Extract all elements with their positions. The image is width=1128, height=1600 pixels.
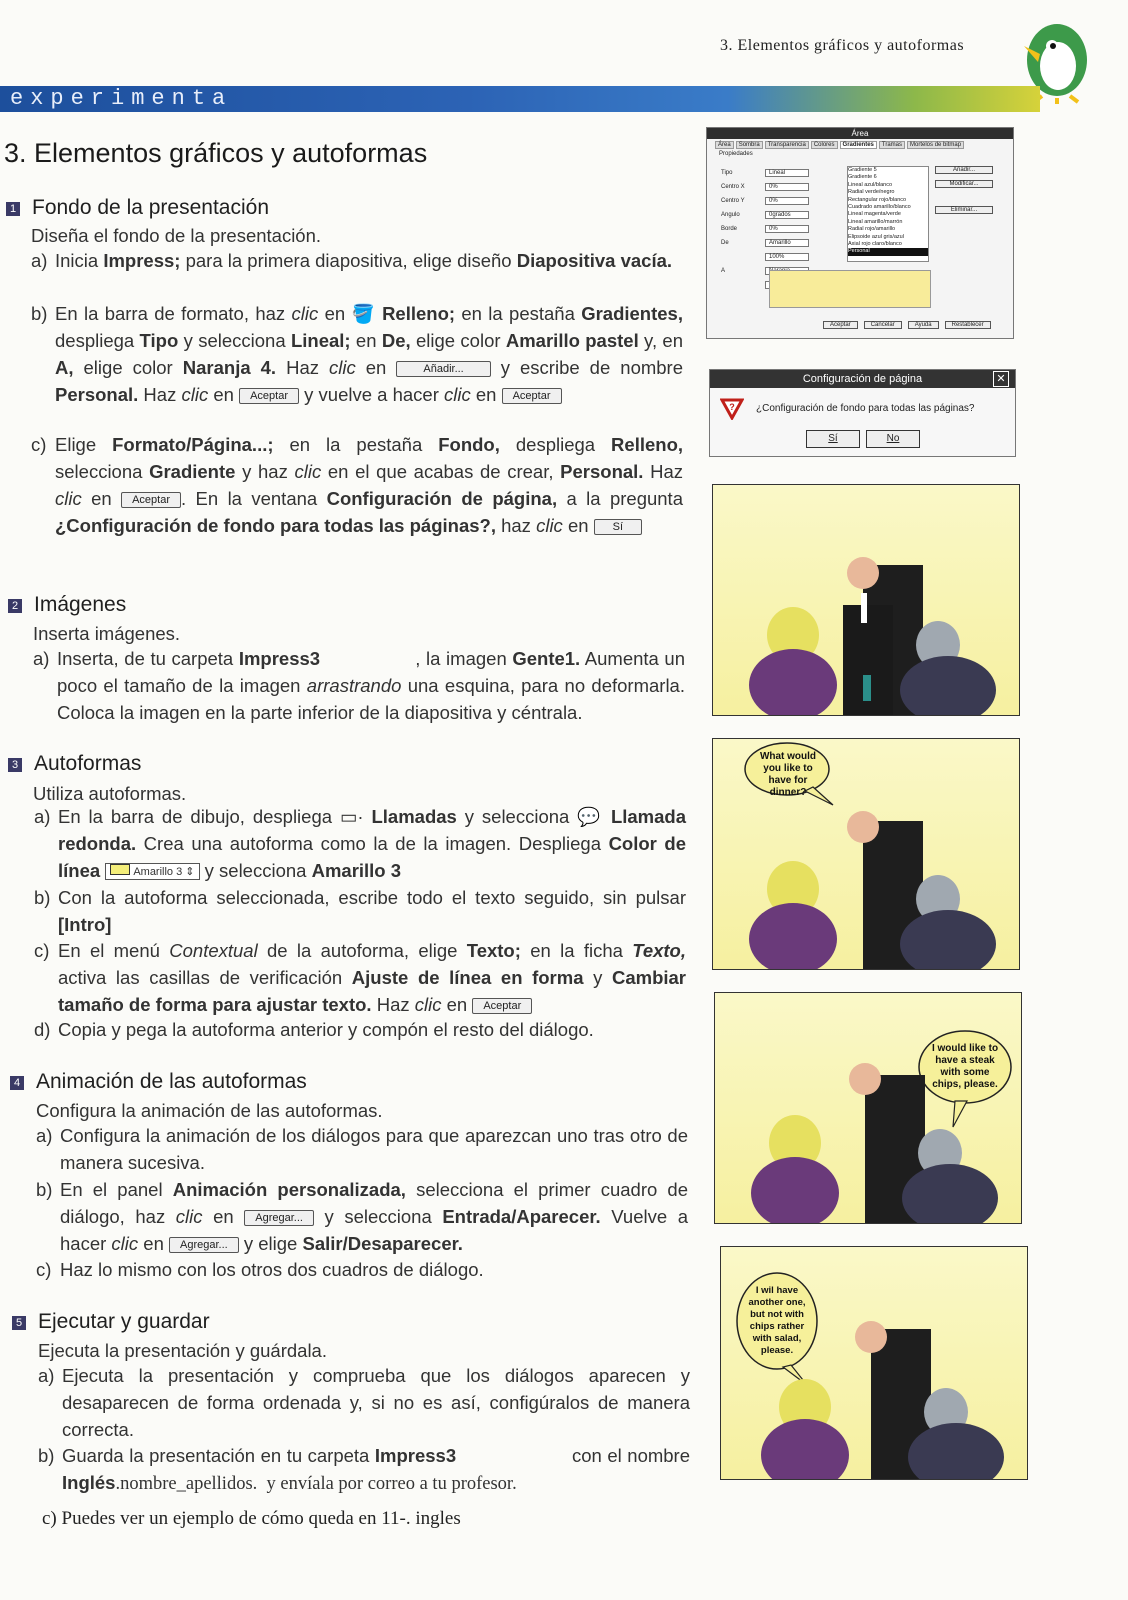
config-dialog [709,369,1016,457]
config-dialog-title: Configuración de página [802,373,923,385]
area-bottom-buttons [823,321,991,329]
page-title: 3. Elementos gráficos y autoformas [4,138,428,168]
area-side-button[interactable]: Eliminar... [935,206,993,214]
area-row-value[interactable]: 0% [765,225,809,233]
area-bottom-button[interactable]: Restablecer [945,321,991,329]
aceptar-button[interactable]: Aceptar [121,492,181,508]
area-row-label: Centro Y [721,198,745,204]
section-3-heading [8,752,141,776]
gradient-list-item[interactable]: Lineal amarillo/marrón [848,218,903,225]
area-row [721,236,831,250]
comic-panel-3 [714,992,1022,1224]
gradient-list-item[interactable]: Gradiente 5 [848,167,877,173]
gradient-list-item[interactable]: Rectangular rojo/blanco [848,196,907,203]
gradient-list-item[interactable]: Lineal magenta/verde [848,211,901,218]
area-row-value[interactable]: Amarillo [765,239,809,247]
gradient-list-item[interactable]: Elipsoide azul gris/azul [848,233,904,240]
config-dialog-question: ¿Configuración de fondo para todas las páginas? [756,403,975,414]
speech-bubble-2: I would like to have a steak with some chips, please. [931,1043,999,1090]
section-title: Animación de las autoformas [36,1070,307,1093]
area-tab[interactable]: Área [715,141,734,149]
warning-icon [720,398,744,420]
section-1-heading [6,196,269,220]
footer-note: c) Puedes ver un ejemplo de cómo queda en 11-. ingles [42,1508,461,1529]
area-tabs [707,139,1013,151]
config-dialog-titlebar [710,370,1015,388]
comic-panel-1 [712,484,1020,716]
area-row-value[interactable]: 100% [765,253,809,261]
gradient-list-item[interactable]: Radial rojo/amarillo [848,226,896,233]
section-number: 5 [12,1316,26,1330]
area-row [721,222,831,236]
step-4a: a) Configura la animación de los diálogos para que aparezcan uno tras otro de manera sucesiva. [36,1125,688,1173]
step-3a: a) En la barra de dibujo, despliega ▭· Llamadas y selecciona 💬 Llamada redonda. Crea una autoforma como la de la imagen. Despliega Color de línea Amarillo 3 ⇕ y selecciona Amarillo 3 [34,806,686,881]
fill-bucket-icon: 🪣 [351,303,376,324]
waiter-scene-image [721,1247,1027,1479]
step-3c: c) En el menú Contextual de la autoforma, elige Texto; en la ficha Texto, activa las casillas de verificación Ajuste de línea en forma y Cambiar tamaño de forma para ajustar texto. Haz clic en Aceptar [34,940,687,1015]
area-row-value[interactable]: Lineal [765,169,809,177]
area-side-button[interactable]: Añadir... [935,166,993,174]
area-row [721,194,831,208]
comic-panel-4 [720,1246,1028,1480]
area-row [721,250,831,264]
si-button[interactable]: Sí [594,519,642,535]
section-title: Fondo de la presentación [32,196,269,219]
gradient-list-item[interactable]: Axial rojo claro/blanco [848,241,902,248]
agregar-button[interactable]: Agregar... [244,1210,314,1226]
gradient-list-item[interactable]: Radial verde/negro [848,189,895,196]
area-tab[interactable]: Transparencia [765,141,809,149]
section-3-intro: Utiliza autoformas. [33,783,187,804]
side-buttons [935,166,993,220]
aceptar-button[interactable]: Aceptar [239,388,299,404]
anadir-button[interactable]: Añadir... [396,361,490,377]
gradient-list-item[interactable]: Personal [848,248,928,255]
properties-label: Propiedades [719,151,753,157]
section-number: 4 [10,1076,24,1090]
svg-text:?: ? [729,402,735,412]
step-4c: c) Haz lo mismo con los otros dos cuadros de diálogo. [36,1259,484,1280]
round-callout-icon: 💬 [577,806,604,827]
area-dialog [706,127,1014,339]
step-1a: a) Inicia Impress; para la primera diapositiva, elige diseño Diapositiva vacía. [31,250,673,271]
close-icon[interactable]: ✕ [993,371,1009,387]
yes-button[interactable]: Sí [806,430,860,448]
section-number: 1 [6,202,20,216]
area-row-value[interactable]: 0% [765,183,809,191]
aceptar-button[interactable]: Aceptar [472,998,532,1014]
section-1-intro: Diseña el fondo de la presentación. [31,225,322,246]
area-tab[interactable]: Colores [811,141,838,149]
comic-panel-2 [712,738,1020,970]
step-2a: a) Inserta, de tu carpeta Impress3 , la imagen Gente1. Aumenta un poco el tamaño de la imagen arrastrando una esquina, para no deformarla. Coloca la imagen en la parte inferior de la diapositiva y céntrala. [33,648,686,723]
waiter-scene-image [715,993,1021,1223]
area-tab[interactable]: Mortelos de bitmap [907,141,964,149]
area-row-label: Angulo [721,212,740,218]
aceptar-button[interactable]: Aceptar [502,388,562,404]
agregar-button[interactable]: Agregar... [169,1237,239,1253]
section-2-heading [8,593,126,617]
area-dialog-title: Área [707,128,1013,139]
section-number: 2 [8,599,22,613]
area-tab[interactable]: Tramas [879,141,905,149]
step-5a: a) Ejecuta la presentación y comprueba que los diálogos aparecen y desaparecen de forma ordenada y, si no es así, configúralos de manera correcta. [38,1365,690,1440]
waiter-scene-image [713,485,1019,715]
step-3b: b) Con la autoforma seleccionada, escribe todo el texto seguido, sin pulsar [Intro] [34,887,686,935]
gradient-list-item[interactable]: Lineal azul/blanco [848,181,893,188]
section-title: Imágenes [34,593,127,616]
area-row-label: De [721,240,729,246]
area-bottom-button[interactable]: Ayuda [908,321,939,329]
area-row-label: A [721,268,726,274]
area-row-label: Centro X [721,184,745,190]
area-tab[interactable]: Gradientes [840,141,877,149]
step-1c: c) Elige Formato/Página...; en la pestaña Fondo, despliega Relleno, selecciona Gradiente y haz clic en el que acabas de crear, Personal. Haz clic en Aceptar . En la ventana Configuración de página, a la pregunta ¿Configuración de fondo para todas las páginas?, haz clic en Sí [31,434,684,536]
gradient-preview [769,270,931,308]
area-row-value[interactable]: 0% [765,197,809,205]
area-bottom-button[interactable]: Cancelar [864,321,902,329]
speech-bubble-3: I wil have another one, but not with chips rather with salad, please. [748,1285,806,1356]
area-row [721,180,831,194]
speech-bubble-1: What would you like to have for dinner? [759,751,817,798]
experimenta-band [0,86,1040,112]
section-5-heading [12,1310,210,1334]
band-label: experimenta [10,86,233,111]
gradient-list-item[interactable]: Gradiente 6 [848,174,877,181]
area-bottom-button[interactable]: Aceptar [823,321,858,329]
line-color-combo[interactable]: Amarillo 3 ⇕ [105,863,199,880]
area-row-value[interactable]: 0grados [765,211,809,219]
area-row [721,166,831,180]
section-5-intro: Ejecuta la presentación y guárdala. [38,1340,327,1361]
callout-icon: ▭· [339,806,364,827]
step-1b: b) En la barra de formato, haz clic en 🪣 Relleno; en la pestaña Gradientes, despliega Tipo y selecciona Lineal; en De, elige color Amarillo pastel y, en A, elige color Naranja 4. Haz clic en Añadir... y escribe de nombre Personal. Haz clic en Aceptar y vuelve a hacer clic en Aceptar [31,303,684,405]
step-5b: b) Guarda la presentación en tu carpeta Impress3 con el nombre Inglés.nombre_apellidos. y envíala por correo a tu profesor. [38,1445,691,1494]
section-number: 3 [8,758,22,772]
section-2-intro: Inserta imágenes. [33,623,181,644]
area-row [721,208,831,222]
section-title: Ejecutar y guardar [38,1310,210,1333]
gradient-list-item[interactable]: Cuadrado amarillo/blanco [848,204,911,211]
area-side-button[interactable]: Modificar... [935,180,993,188]
area-row-label: Borde [721,226,738,232]
step-4b: b) En el panel Animación personalizada, selecciona el primer cuadro de diálogo, haz clic en Agregar... y selecciona Entrada/Aparecer. Vuelve a hacer clic en Agregar... y elige Salir/Desaparecer. [36,1179,688,1254]
area-tab[interactable]: Sombra [736,141,763,149]
section-4-intro: Configura la animación de las autoformas. [36,1100,383,1121]
no-button[interactable]: No [866,430,920,448]
step-3d: d) Copia y pega la autoforma anterior y compón el resto del diálogo. [34,1019,594,1040]
gradient-list[interactable] [847,166,929,262]
section-4-heading [10,1070,307,1094]
running-title: 3. Elementos gráficos y autoformas [720,37,965,54]
section-title: Autoformas [34,752,142,775]
area-row-label: Tipo [721,170,733,176]
